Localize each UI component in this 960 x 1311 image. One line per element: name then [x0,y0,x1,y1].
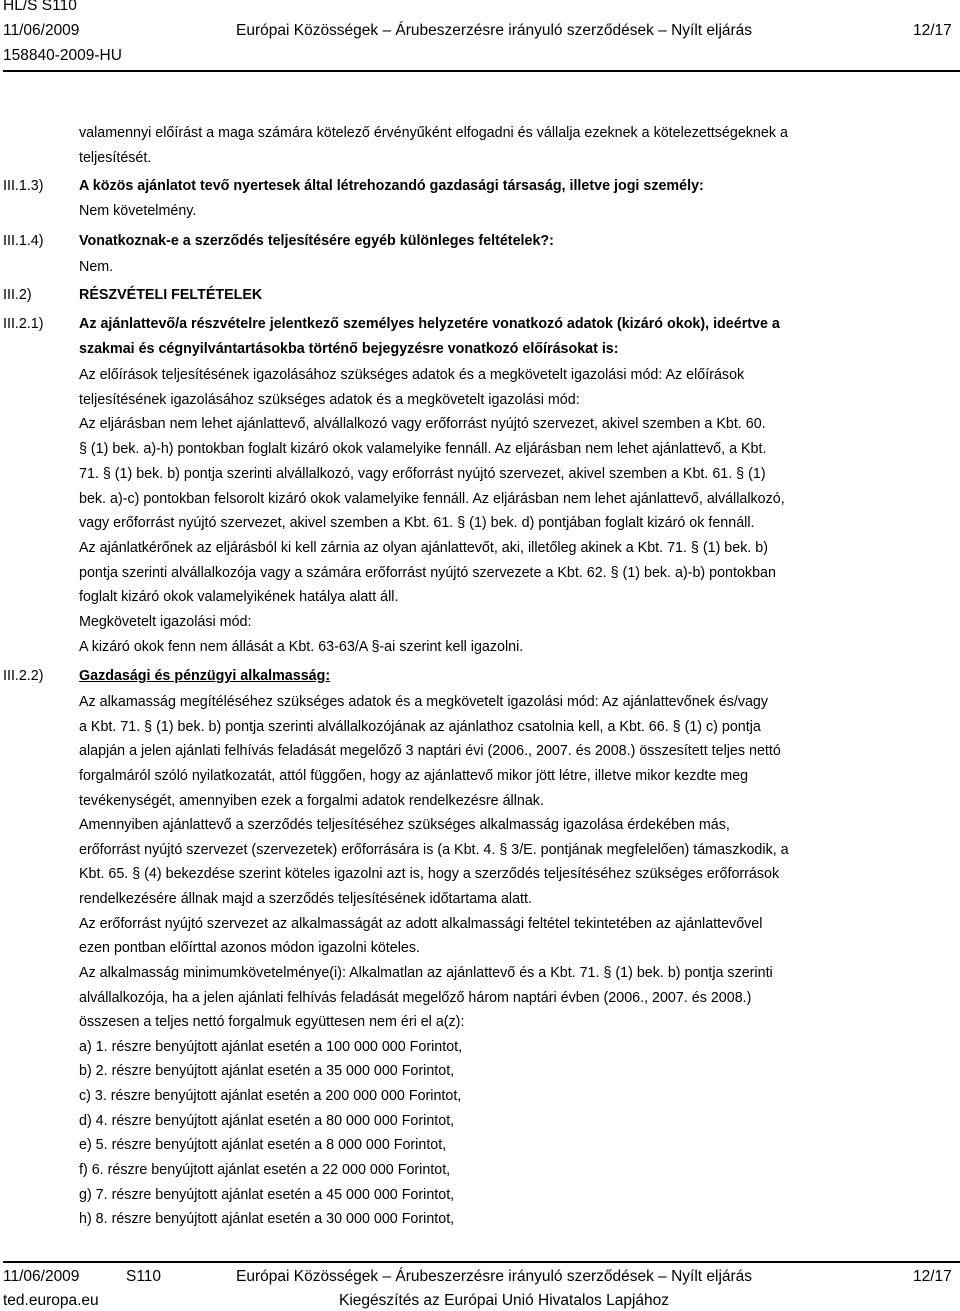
body-line: Az alkamasság megítéléséhez szükséges adatok és a megkövetelt igazolási mód: Az ajánlattevőnek és/vagy [79,694,769,710]
body-line: A kizáró okok fenn nem állását a Kbt. 63-63/A §-ai szerint kell igazolni. [79,638,524,655]
footer-divider [3,1261,960,1263]
section-heading-2-1-line2: szakmai és cégnyilvántartásokba történő bejegyzésre vonatkozó előírásokat is: [79,341,619,357]
body-line: alvállalkozója, ha a jelen ajánlati felhívás feladását megelőző három naptári évben (2006., 2007. és 2008.) [79,989,752,1006]
section-value-1-3: Nem követelmény. [79,203,197,219]
section-heading-2-2: Gazdasági és pénzügyi alkalmasság: [79,668,331,684]
body-line: erőforrást nyújtó szervezet (szervezetek) erőforrására is (a Kbt. 4. § 3/E. pontjának megfelelően) támaszkodik, a [79,841,789,858]
body-line: Megkövetelt igazolási mód: [79,614,252,630]
body-line: 71. § (1) bek. b) pontja szerinti alvállalkozó, vagy erőforrást nyújtó szervezet, akivel szemben a Kbt. 61. § (1) [79,465,766,482]
header-title: Európai Közösségek – Árubeszerzésre irányuló szerződések – Nyílt eljárás [236,22,753,39]
section-label-1-3: III.1.3) [3,178,44,194]
header-doc-code: HL/S S110 [3,0,77,14]
body-line: ezen pontban előírttal azonos módon igazolni köteles. [79,940,420,957]
footer-doc-code: S110 [126,1268,162,1285]
body-line: Kbt. 65. § (4) bekezdése szerint köteles igazolni azt is, hogy a szerződés teljesítéséhez szükséges erőforrások [79,866,780,883]
body-line: vagy erőforrást nyújtó szervezet, akivel szemben a Kbt. 61. § (1) bek. d) pontjában foglalt kizáró ok fennáll. [79,515,755,532]
footer-site: ted.europa.eu [3,1292,99,1309]
body-line: h) 8. részre benyújtott ajánlat esetén a 30 000 000 Forintot, [79,1211,455,1228]
body-line: a) 1. részre benyújtott ajánlat esetén a 100 000 000 Forintot, [79,1038,463,1055]
footer-date: 11/06/2009 [3,1268,80,1285]
section-heading-2: RÉSZVÉTELI FELTÉTELEK [79,287,263,303]
body-line: Az erőforrást nyújtó szervezet az alkalmasságát az adott alkalmassági feltétel tekintetében az ajánlattevővel [79,915,763,932]
body-line: összesen a teljes nettó forgalmuk együttesen nem éri el a(z): [79,1014,465,1031]
body-line: Az ajánlatkérőnek az eljárásból ki kell zárnia az olyan ajánlattevőt, aki, illetőleg akinek a Kbt. 71. § (1) bek. b) [79,539,769,556]
body-line: Amennyiben ajánlattevő a szerződés teljesítéséhez szükséges alkalmasság igazolása érdekében más, [79,817,730,834]
intro-line-1: valamennyi előírást a maga számára kötelező érvényűként elfogadni és vállalja ezeknek a kötelezettségeknek a [79,125,788,141]
header-notice-id: 158840-2009-HU [3,47,122,64]
header-divider [3,70,960,72]
body-line: teljesítésének igazolásához szükséges adatok és a megkövetelt igazolási mód: [79,391,580,408]
body-line: alapján a jelen ajánlati felhívás feladását megelőző 3 naptári évi (2006., 2007. és 2008.) összesített teljes nettó [79,743,781,760]
body-line: d) 4. részre benyújtott ajánlat esetén a 80 000 000 Forintot, [79,1112,455,1129]
section-label-2-2: III.2.2) [3,668,44,684]
body-line: b) 2. részre benyújtott ajánlat esetén a 35 000 000 Forintot, [79,1063,455,1080]
body-line: § (1) bek. a)-h) pontokban foglalt kizáró okok valamelyike fennáll. Az eljárásban nem lehet ajánlattevő, a Kbt. [79,441,767,458]
body-line: forgalmáról szóló nyilatkozatát, attól függően, hogy az ajánlattevő mikor jött létre, illetve mikor kezdte meg [79,767,749,784]
footer-page: 12/17 [913,1268,952,1285]
body-line: Az eljárásban nem lehet ajánlattevő, alvállalkozó vagy erőforrást nyújtó szervezet, akivel szemben a Kbt. 60. [79,416,766,433]
section-heading-2-1-line1: Az ajánlattevő/a részvételre jelentkező személyes helyzetére vonatkozó adatok (kizáró okok), ideértve a [79,316,780,332]
body-line: pontja szerinti alvállalkozója vagy a számára erőforrást nyújtó szervezete a Kbt. 62. § (1) bek. a)-b) pontokban [79,564,776,581]
body-line: a Kbt. 71. § (1) bek. b) pontja szerinti alvállalkozójának az ajánlathoz csatolnia kell, a Kbt. 66. § (1) c) pontja [79,718,761,735]
body-line: e) 5. részre benyújtott ajánlat esetén a 8 000 000 Forintot, [79,1137,447,1154]
body-line: c) 3. részre benyújtott ajánlat esetén a 200 000 000 Forintot, [79,1088,462,1105]
section-label-2-1: III.2.1) [3,316,44,332]
body-line: rendelkezésére állnak majd a szerződés teljesítésének időtartama alatt. [79,891,532,908]
body-line: foglalt kizáró okok valamelyikének hatálya alatt áll. [79,589,399,606]
section-value-1-4: Nem. [79,259,114,275]
body-line: g) 7. részre benyújtott ajánlat esetén a 45 000 000 Forintot, [79,1186,455,1203]
footer-publisher: Kiegészítés az Európai Unió Hivatalos Lapjához [339,1292,669,1309]
body-line: f) 6. részre benyújtott ajánlat esetén a 22 000 000 Forintot, [79,1161,451,1178]
section-label-1-4: III.1.4) [3,233,44,249]
body-line: Az előírások teljesítésének igazolásához szükséges adatok és a megkövetelt igazolási mód: Az előírások [79,367,745,383]
section-label-2: III.2) [3,287,32,303]
section-heading-1-3: A közös ajánlatot tevő nyertesek által létrehozandó gazdasági társaság, illetve jogi személy: [79,178,704,194]
footer-title: Európai Közösségek – Árubeszerzésre irányuló szerződések – Nyílt eljárás [236,1268,753,1285]
section-heading-1-4: Vonatkoznak-e a szerződés teljesítésére egyéb különleges feltételek?: [79,233,554,249]
body-line: tevékenységét, amennyiben ezek a forgalmi adatok rendelkezésre állnak. [79,792,544,809]
header-date: 11/06/2009 [3,22,80,39]
body-line: Az alkalmasság minimumkövetelménye(i): Alkalmatlan az ajánlattevő és a Kbt. 71. § (1) bek. b) pontja szerinti [79,964,773,981]
body-line: bek. a)-c) pontokban felsorolt kizáró okok valamelyike fennáll. Az eljárásban nem lehet ajánlattevő, alvállalkozó, [79,490,785,507]
intro-line-2: teljesítését. [79,150,152,166]
header-page: 12/17 [913,22,952,39]
